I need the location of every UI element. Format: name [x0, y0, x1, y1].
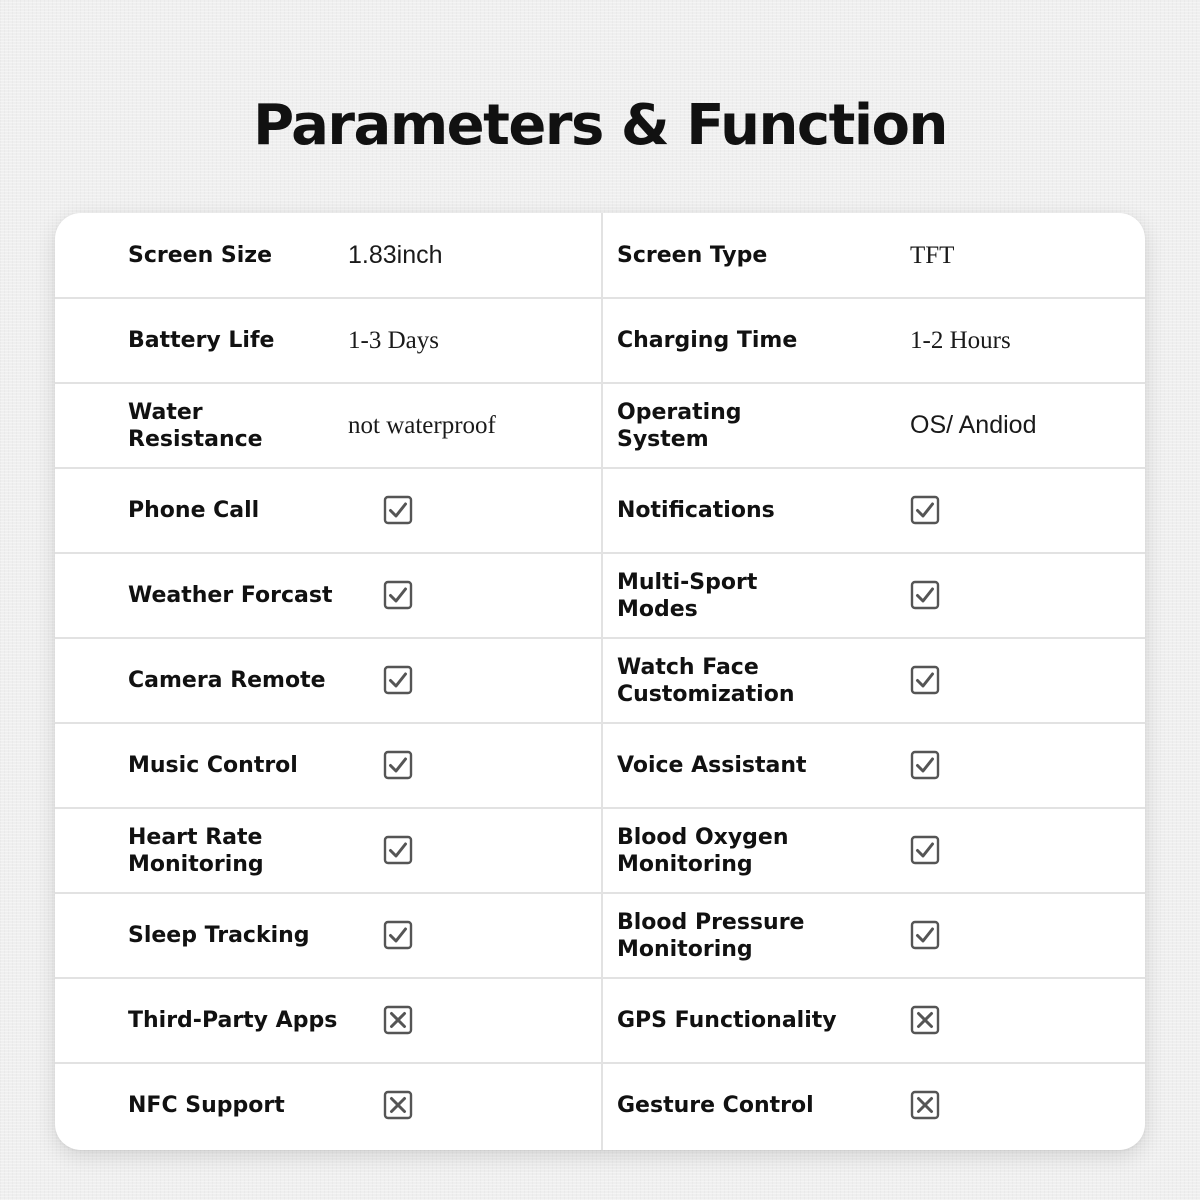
checked-box-icon	[910, 665, 940, 695]
spec-label: Weather Forcast	[128, 583, 333, 608]
spec-label: Sleep Tracking	[128, 923, 310, 948]
spec-label: Screen Type	[617, 243, 768, 268]
crossed-box-icon	[910, 1090, 940, 1120]
spec-label: Gesture Control	[617, 1093, 814, 1118]
spec-label: Phone Call	[128, 498, 260, 523]
spec-cell-water-resistance	[55, 383, 601, 468]
spec-label: Heart Rate Monitoring	[128, 824, 264, 877]
spec-cell-voice-assistant	[603, 723, 1145, 808]
crossed-box-icon	[383, 1090, 413, 1120]
spec-value: TFT	[910, 241, 955, 269]
spec-cell-screen-size	[55, 213, 601, 298]
checked-box-icon	[910, 750, 940, 780]
spec-cell-gps-functionality	[603, 978, 1145, 1063]
crossed-box-icon	[910, 1005, 940, 1035]
table-row	[55, 1063, 1145, 1148]
spec-cell-camera-remote	[55, 638, 601, 723]
checked-box-icon	[383, 920, 413, 950]
spec-label: Blood Oxygen Monitoring	[617, 824, 789, 877]
spec-cell-blood-pressure-monitoring	[603, 893, 1145, 978]
spec-cell-music-control	[55, 723, 601, 808]
spec-label: Operating System	[617, 399, 742, 452]
spec-cell-third-party-apps	[55, 978, 601, 1063]
spec-cell-watch-face-customization	[603, 638, 1145, 723]
checked-box-icon	[910, 835, 940, 865]
table-row	[55, 468, 1145, 553]
spec-value: 1-2 Hours	[910, 326, 1011, 354]
spec-cell-operating-system	[603, 383, 1145, 468]
table-row	[55, 383, 1145, 468]
spec-value: OS/ Andiod	[910, 411, 1037, 439]
spec-cell-battery-life	[55, 298, 601, 383]
checked-box-icon	[910, 495, 940, 525]
spec-label: Camera Remote	[128, 668, 326, 693]
spec-cell-charging-time	[603, 298, 1145, 383]
spec-label: Battery Life	[128, 328, 275, 353]
spec-label: GPS Functionality	[617, 1008, 837, 1033]
spec-label: Voice Assistant	[617, 753, 807, 778]
spec-cell-screen-type	[603, 213, 1145, 298]
checked-box-icon	[910, 920, 940, 950]
spec-label: Notifications	[617, 498, 775, 523]
spec-label: Water Resistance	[128, 399, 263, 452]
spec-label: Watch Face Customization	[617, 654, 795, 707]
spec-label: Screen Size	[128, 243, 273, 268]
table-row	[55, 298, 1145, 383]
spec-cell-blood-oxygen-monitoring	[603, 808, 1145, 893]
spec-label: NFC Support	[128, 1093, 285, 1118]
spec-value: 1-3 Days	[348, 326, 439, 354]
spec-cell-weather-forcast	[55, 553, 601, 638]
spec-value: not waterproof	[348, 411, 496, 439]
crossed-box-icon	[383, 1005, 413, 1035]
table-row	[55, 213, 1145, 298]
spec-cell-notifications	[603, 468, 1145, 553]
spec-label: Music Control	[128, 753, 298, 778]
table-row	[55, 893, 1145, 978]
page-title: Parameters & Function	[253, 93, 947, 158]
table-row	[55, 808, 1145, 893]
spec-cell-nfc-support	[55, 1063, 601, 1148]
spec-label: Blood Pressure Monitoring	[617, 909, 805, 962]
table-row	[55, 723, 1145, 808]
spec-label: Multi-Sport Modes	[617, 569, 758, 622]
checked-box-icon	[383, 750, 413, 780]
spec-cell-multi-sport-modes	[603, 553, 1145, 638]
checked-box-icon	[383, 665, 413, 695]
table-row	[55, 978, 1145, 1063]
spec-cell-sleep-tracking	[55, 893, 601, 978]
spec-cell-gesture-control	[603, 1063, 1145, 1148]
checked-box-icon	[383, 495, 413, 525]
spec-cell-heart-rate-monitoring	[55, 808, 601, 893]
column-divider	[601, 213, 603, 1150]
checked-box-icon	[383, 835, 413, 865]
spec-value: 1.83inch	[348, 241, 443, 269]
spec-label: Third-Party Apps	[128, 1008, 338, 1033]
checked-box-icon	[383, 580, 413, 610]
table-row	[55, 638, 1145, 723]
checked-box-icon	[910, 580, 940, 610]
spec-table	[55, 213, 1145, 1150]
spec-label: Charging Time	[617, 328, 798, 353]
spec-cell-phone-call	[55, 468, 601, 553]
table-row	[55, 553, 1145, 638]
